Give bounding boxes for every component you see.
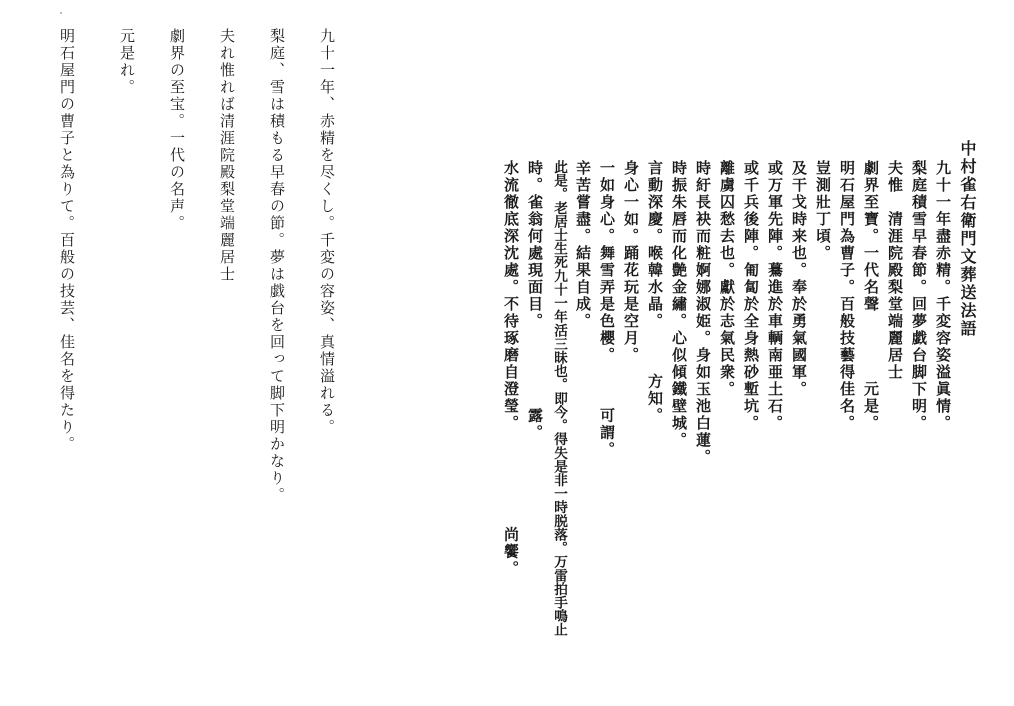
scan-dot [60,12,62,14]
kanbun-line: 豈測壯丁頃。 [814,160,832,262]
kanbun-line: 辛苦嘗盡。結果自成。 [574,160,592,330]
kanbun-line: 此是。老居士生死九十一年活三昧也。即今。得失是非一時脱落。万雷拍手鳴止 [551,160,567,637]
kanbun-line: 時。雀翁何處現面目。 露。 [526,160,544,442]
kanbun-line: 九十一年盡赤精。千変容姿溢眞情。 [934,160,952,432]
kun-line: 九十一年、赤精を尽くし。千変の容姿、真情溢れる。 [318,28,336,436]
kanbun-line: 明石屋門為曹子。百般技藝得佳名。 [838,160,856,432]
kanbun-line: 或万軍先陣。驀進於車輌南亜土石。 [766,160,784,432]
kanbun-line: 梨庭積雪早春節。回夢戯台脚下明。 [910,160,928,432]
kanbun-line: 時振朱唇而化艶金繡。心似傾鐵壁城。 [670,160,688,449]
kanbun-line: 時紆長袂而粧婀娜淑姫。身如玉池白蓮。 [694,160,712,466]
kanbun-line: 言動深慶。喉韓水晶。 方知。 [646,160,664,425]
document-title: 中村雀右衛門文葬送法語 [958,140,977,338]
kun-line: 明石屋門の曹子と為りて。百般の技芸、佳名を得たり。 [58,28,76,453]
kanbun-line: 劇界至寶。一代名聲 元是。 [862,160,880,432]
kanbun-line: 身心一如。踊花玩是空月。 [622,160,640,364]
kun-line: 夫れ惟れば清涯院殿梨堂端麗居士 [218,28,236,283]
kanbun-line: 離虜囚愁去也。獻於志氣民衆。 [718,160,736,398]
kun-line: 元是れ。 [118,28,136,96]
kanbun-line: 或千兵後陣。匍匐於全身熱砂塹坑。 [742,160,760,432]
kun-line: 劇界の至宝。一代の名声。 [168,28,186,232]
kun-line: 梨庭、雪は積もる早春の節。夢は戯台を回って脚下明かなり。 [268,28,286,504]
kanbun-line: 及干戈時来也。奉於勇氣國軍。 [790,160,808,398]
kanbun-line: 夫惟 清涯院殿梨堂端麗居士 [886,160,904,381]
kanbun-line: 水流徹底深沈處。不待琢磨自澄瑩。 尚饗。 [502,160,520,578]
kanbun-line: 一如身心。舞雪弄是色櫻。 可謂。 [598,160,616,459]
